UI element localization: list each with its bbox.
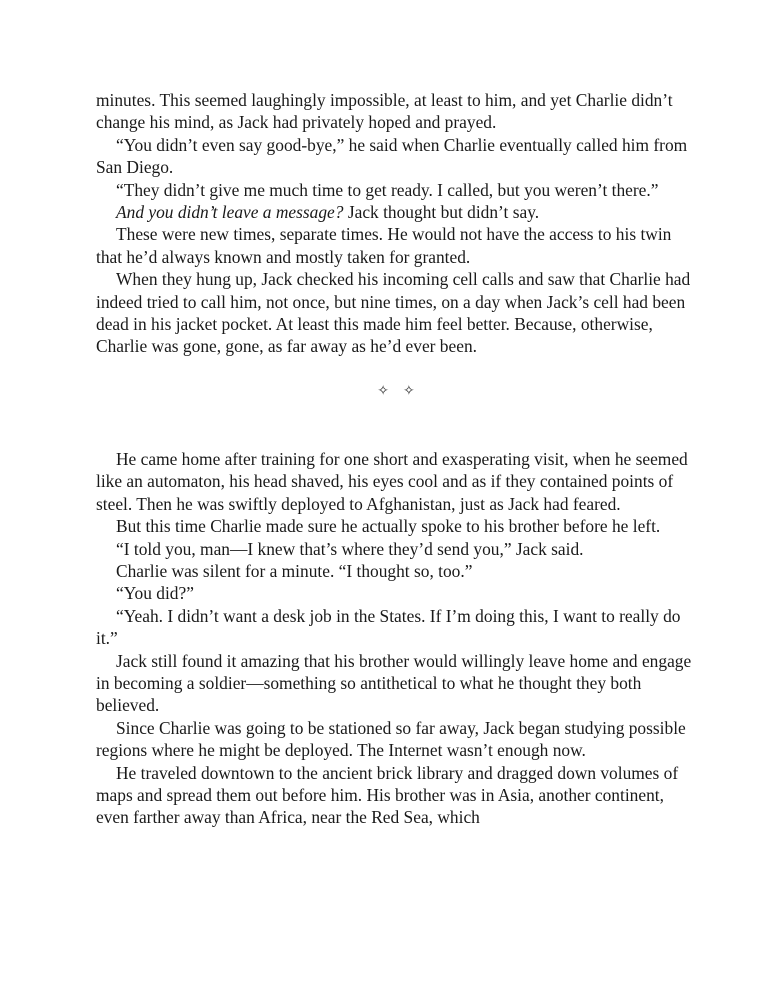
italic-thought: And you didn’t leave a message? — [116, 202, 344, 223]
ornament-icon: ✧ — [403, 383, 415, 399]
paragraph: “I told you, man—I knew that’s where they’d send you,” Jack said. — [116, 538, 584, 559]
paragraph: “They didn’t give me much time to get ready. I called, but you weren’t there.” — [116, 179, 659, 200]
paragraph: But this time Charlie made sure he actually spoke to his brother before he left. — [116, 516, 661, 537]
thought-continuation: Jack thought but didn’t say. — [343, 202, 540, 223]
paragraph: Since Charlie was going to be stationed so far away, Jack began studying possible regions where he might be deployed. The Internet wasn’t enough now. — [96, 717, 686, 761]
paragraph: He came home after training for one short and exasperating visit, when he seemed like an automaton, his head shaved, his eyes cool and as if they contained points of steel. Then he was swiftly deployed to Afghanistan, just as Jack had feared. — [96, 448, 688, 514]
paragraph: “You did?” — [116, 583, 194, 604]
paragraph: “Yeah. I didn’t want a desk job in the States. If I’m doing this, I want to really do it.” — [96, 605, 681, 649]
paragraph: These were new times, separate times. He would not have the access to his twin that he’d always known and mostly taken for granted. — [96, 224, 672, 267]
paragraph — [96, 201, 696, 223]
page-body — [96, 89, 696, 829]
scene-break — [96, 381, 696, 403]
ornament-icon: ✧ — [377, 383, 389, 399]
paragraph: He traveled downtown to the ancient brick library and dragged down volumes of maps and spread them out before him. His brother was in Asia, another continent, even farther away than Africa, near the Red Sea, which — [96, 762, 679, 828]
paragraph: Jack still found it amazing that his brother would willingly leave home and engage in becoming a soldier—something so antithetical to what he thought they both believed. — [96, 650, 692, 716]
paragraph: When they hung up, Jack checked his incoming cell calls and saw that Charlie had indeed tried to call him, not once, but nine times, on a day when Jack’s cell had been dead in his jacket pocket. At least this made him feel better. Because, otherwise, Charlie was gone, gone, as far away as he’d ever been. — [96, 269, 691, 357]
paragraph: “You didn’t even say good-bye,” he said when Charlie eventually called him from San Diego. — [96, 134, 688, 178]
paragraph: Charlie was silent for a minute. “I thought so, too.” — [116, 560, 473, 581]
paragraph: minutes. This seemed laughingly impossible, at least to him, and yet Charlie didn’t change his mind, as Jack had privately hoped and prayed. — [96, 90, 673, 133]
